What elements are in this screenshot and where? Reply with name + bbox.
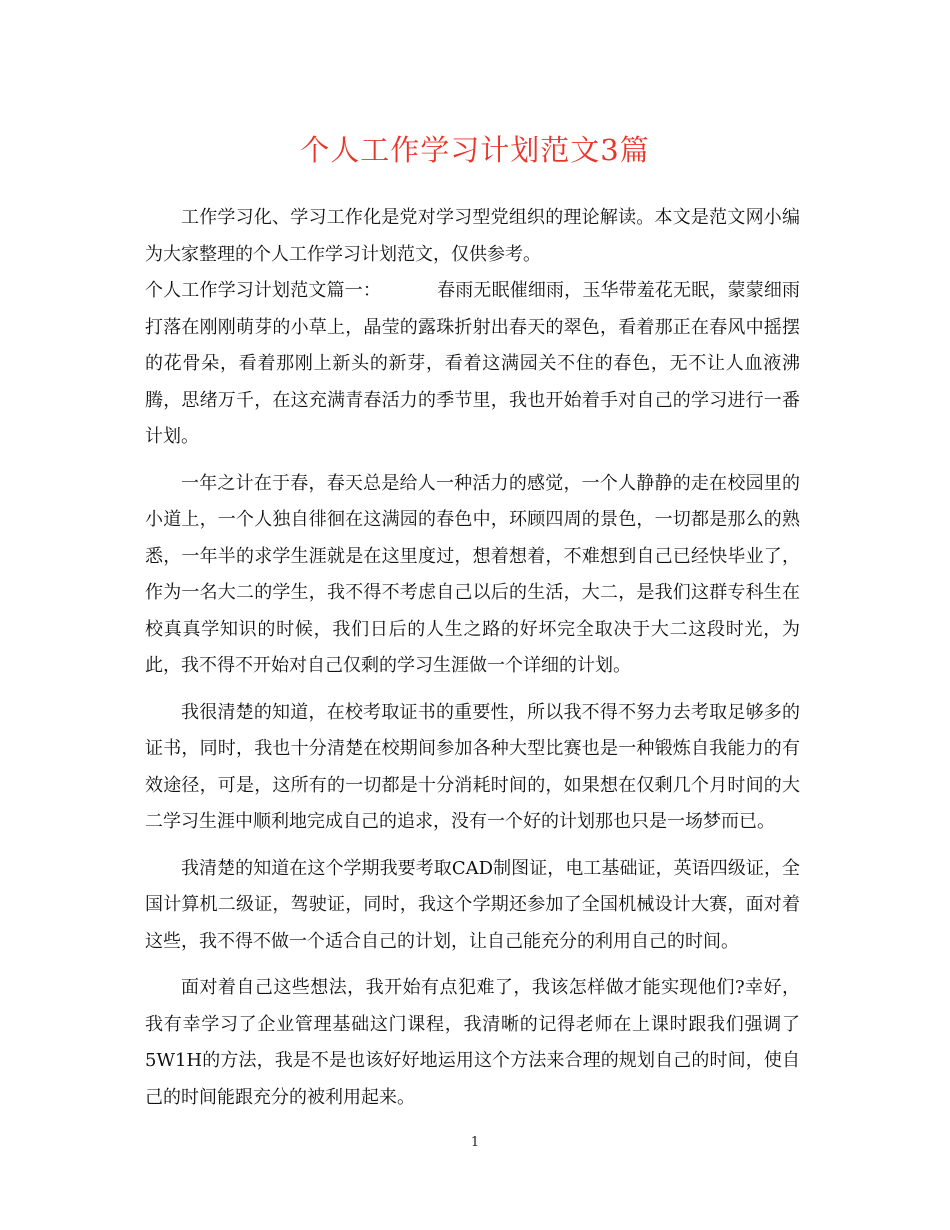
document-body <box>145 200 800 1116</box>
body-paragraph: 一年之计在于春，春天总是给人一种活力的感觉，一个人静静的走在校园里的小道上，一个人独自徘徊在这满园的春色中，环顾四周的景色，一切都是那么的熟悉，一年半的求学生涯就是在这里度过，想着想着，不难想到自己已经快毕业了，作为一名大二的学生，我不得不考虑自己以后的生活，大二，是我们这群专科生在校真真学知识的时候，我们日后的人生之路的好坏完全取决于大二这段时光，为此，我不得不开始对自己仅剩的学习生涯做一个详细的计划。 <box>145 472 800 676</box>
section-one-paragraph <box>145 273 800 456</box>
body-paragraph: 我清楚的知道在这个学期我要考取CAD制图证，电工基础证，英语四级证，全国计算机二级证，驾驶证，同时，我这个学期还参加了全国机械设计大赛，面对着这些，我不得不做一个适合自己的计划，让自己能充分的利用自己的时间。 <box>145 857 800 952</box>
body-paragraph: 我很清楚的知道，在校考取证书的重要性，所以我不得不努力去考取足够多的证书，同时，我也十分清楚在校期间参加各种大型比赛也是一种锻炼自我能力的有效途径，可是，这所有的一切都是十分消耗时间的，如果想在仅剩几个月时间的大二学习生涯中顺利地完成自己的追求，没有一个好的计划那也只是一场梦而已。 <box>145 701 800 832</box>
section-one-heading: 个人工作学习计划范文篇一： <box>145 280 381 301</box>
document-title: 个人工作学习计划范文3篇 <box>300 133 650 167</box>
page-number: 1 <box>470 1135 480 1150</box>
body-paragraph: 面对着自己这些想法，我开始有点犯难了，我该怎样做才能实现他们?幸好，我有幸学习了企业管理基础这门课程，我清晰的记得老师在上课时跟我们强调了5W1H的方法，我是不是也该好好地运用这个方法来合理的规划自己的时间，使自己的时间能跟充分的被利用起来。 <box>145 977 800 1108</box>
section-one-text: 春雨无眠催细雨，玉华带羞花无眠，蒙蒙细雨打落在刚刚萌芽的小草上，晶莹的露珠折射出春天的翠色，看着那正在春风中摇摆的花骨朵，看着那刚上新头的新芽，看着这满园关不住的春色，无不让人血液沸腾，思绪万千，在这充满青春活力的季节里，我也开始着手对自己的学习进行一番计划。 <box>145 280 800 447</box>
intro-paragraph: 工作学习化、学习工作化是党对学习型党组织的理论解读。本文是范文网小编为大家整理的个人工作学习计划范文，仅供参考。 <box>145 207 800 265</box>
